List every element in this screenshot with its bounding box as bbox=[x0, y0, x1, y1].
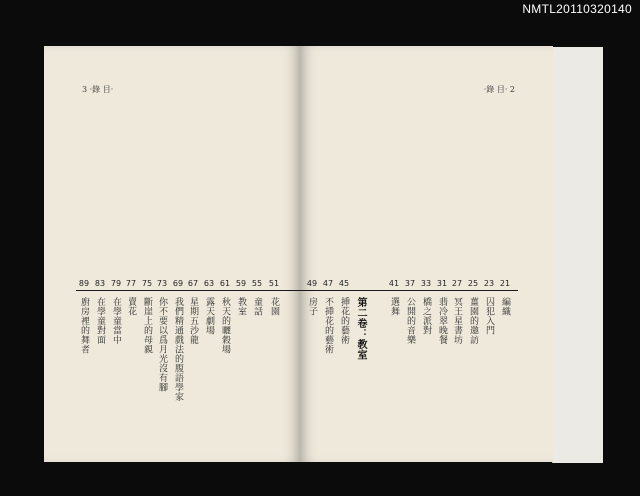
page-number: 61 bbox=[219, 279, 231, 288]
toc-entry: 在學童對面 bbox=[95, 297, 105, 345]
page-number: 25 bbox=[467, 279, 479, 288]
page-number: 47 bbox=[322, 279, 334, 288]
page-number: 33 bbox=[420, 279, 432, 288]
toc-entry: 選舞 bbox=[389, 297, 399, 316]
left-page bbox=[44, 46, 300, 462]
toc-entry: 星期五沙龍 bbox=[188, 297, 198, 345]
toc-entry: 我們精通戲法的腹語學家 bbox=[173, 297, 183, 402]
left-page-header: 3 ·錄 目· bbox=[82, 85, 114, 94]
toc-entry: 童話 bbox=[252, 297, 262, 316]
page-number: 23 bbox=[483, 279, 495, 288]
right-page bbox=[300, 46, 553, 462]
right-page-header: ·錄 目· 2 bbox=[483, 85, 515, 94]
toc-entry: 秋天的曬穀場 bbox=[220, 297, 230, 354]
page-number: 67 bbox=[187, 279, 199, 288]
page-number: 21 bbox=[499, 279, 511, 288]
page-number: 75 bbox=[141, 279, 153, 288]
page-number: 51 bbox=[268, 279, 280, 288]
toc-entry: 教室 bbox=[236, 297, 246, 316]
back-cover-page bbox=[552, 47, 603, 463]
page-number: 83 bbox=[94, 279, 106, 288]
page-number: 31 bbox=[436, 279, 448, 288]
toc-entry: 薑園的邀訪 bbox=[468, 297, 478, 345]
page-number: 79 bbox=[110, 279, 122, 288]
page-number: 37 bbox=[404, 279, 416, 288]
toc-rule bbox=[76, 290, 300, 291]
page-number: 49 bbox=[306, 279, 318, 288]
toc-entry: 房子 bbox=[307, 297, 317, 316]
toc-entry: 公開的音樂 bbox=[405, 297, 415, 345]
toc-entry: 不挿花的藝術 bbox=[323, 297, 333, 354]
page-number: 59 bbox=[235, 279, 247, 288]
page-number: 89 bbox=[78, 279, 90, 288]
page-number: 69 bbox=[172, 279, 184, 288]
toc-entry: 冥王星書坊 bbox=[452, 297, 462, 345]
page-number: 45 bbox=[338, 279, 350, 288]
toc-entry: 露天劇場 bbox=[204, 297, 214, 335]
section-title: 第二卷：教室 bbox=[355, 297, 366, 360]
page-number: 63 bbox=[203, 279, 215, 288]
page-number: 27 bbox=[451, 279, 463, 288]
toc-entry: 囚犯入門 bbox=[484, 297, 494, 335]
page-number: 55 bbox=[251, 279, 263, 288]
toc-entry: 廚房裡的舞者 bbox=[79, 297, 89, 354]
toc-entry: 花園 bbox=[269, 297, 279, 316]
archive-watermark: NMTL20110320140 bbox=[522, 2, 632, 16]
toc-entry: 斷崖上的母親 bbox=[142, 297, 152, 354]
toc-entry: 你不要以爲月光沒有腳 bbox=[157, 297, 167, 392]
page-number: 77 bbox=[125, 279, 137, 288]
toc-entry: 賣花 bbox=[126, 297, 136, 316]
toc-entry: 在學童當中 bbox=[111, 297, 121, 345]
page-number: 41 bbox=[388, 279, 400, 288]
toc-entry: 翡冷翠晚餐 bbox=[437, 297, 447, 345]
page-number: 73 bbox=[156, 279, 168, 288]
toc-rule bbox=[300, 290, 518, 291]
toc-entry: 橋之派對 bbox=[421, 297, 431, 335]
toc-entry: 編織 bbox=[500, 297, 510, 316]
toc-entry: 挿花的藝術 bbox=[339, 297, 349, 345]
